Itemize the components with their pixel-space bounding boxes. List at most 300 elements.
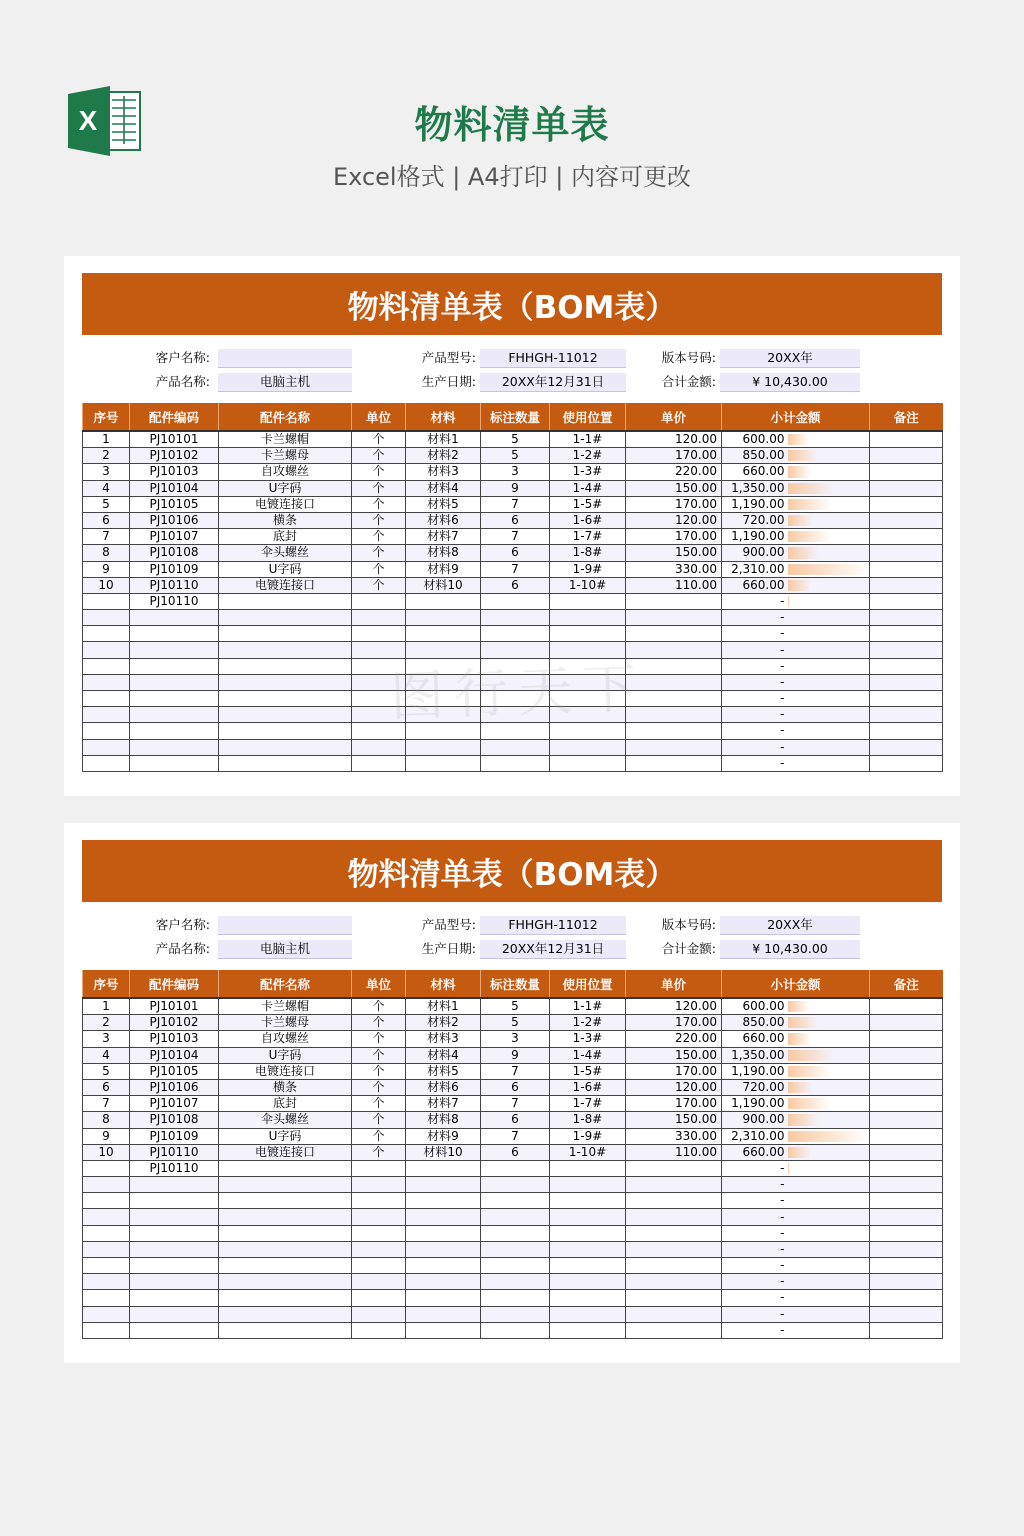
cell-price[interactable]: 330.00 [626,1128,722,1144]
cell-code[interactable]: PJ10104 [130,480,219,496]
cell-name[interactable] [219,674,352,690]
cell-code[interactable] [130,1241,219,1257]
cell-no[interactable]: 6 [83,1079,130,1095]
cell-price[interactable]: 220.00 [626,464,722,480]
cell-no[interactable]: 7 [83,529,130,545]
column-header[interactable]: 序号 [83,970,130,998]
cell-code[interactable] [130,674,219,690]
cell-name[interactable] [219,1306,352,1322]
cell-pos[interactable]: 1-8# [550,1112,626,1128]
cell-amount[interactable]: 720.00 [722,512,788,528]
cell-pos[interactable] [550,1241,626,1257]
cell-unit[interactable]: 个 [352,1063,406,1079]
column-header[interactable]: 材料 [406,403,481,431]
cell-no[interactable]: 1 [83,431,130,448]
cell-unit[interactable] [352,1160,406,1176]
cell-remark[interactable] [870,1193,943,1209]
cell-qty[interactable]: 9 [481,1047,550,1063]
column-header[interactable]: 标注数量 [481,970,550,998]
cell-remark[interactable] [870,1290,943,1306]
cell-code[interactable]: PJ10106 [130,512,219,528]
cell-code[interactable]: PJ10107 [130,529,219,545]
cell-material[interactable] [406,593,481,609]
cell-code[interactable] [130,755,219,771]
cell-name[interactable] [219,1258,352,1274]
cell-qty[interactable]: 5 [481,431,550,448]
cell-material[interactable] [406,1225,481,1241]
cell-price[interactable]: 120.00 [626,512,722,528]
cell-no[interactable]: 9 [83,561,130,577]
cell-remark[interactable] [870,755,943,771]
cell-remark[interactable] [870,496,943,512]
cell-material[interactable] [406,610,481,626]
cell-name[interactable] [219,1160,352,1176]
cell-amount[interactable]: 2,310.00 [722,1128,788,1144]
cell-unit[interactable] [352,1306,406,1322]
cell-remark[interactable] [870,545,943,561]
cell-remark[interactable] [870,1144,943,1160]
cell-price[interactable] [626,1160,722,1176]
cell-remark[interactable] [870,610,943,626]
cell-remark[interactable] [870,1241,943,1257]
cell-pos[interactable] [550,626,626,642]
cell-name[interactable]: 底封 [219,529,352,545]
column-header[interactable]: 小计金额 [722,403,870,431]
cell-no[interactable] [83,1225,130,1241]
cell-no[interactable]: 2 [83,1015,130,1031]
cell-no[interactable]: 6 [83,512,130,528]
cell-amount[interactable]: 660.00 [722,577,788,593]
cell-code[interactable]: PJ10105 [130,1063,219,1079]
cell-material[interactable] [406,1322,481,1338]
cell-pos[interactable]: 1-10# [550,577,626,593]
cell-no[interactable] [83,642,130,658]
cell-name[interactable]: 电镀连接口 [219,1144,352,1160]
cell-code[interactable] [130,1306,219,1322]
cell-material[interactable]: 材料5 [406,496,481,512]
cell-price[interactable]: 170.00 [626,1063,722,1079]
cell-pos[interactable] [550,1322,626,1338]
model-field[interactable]: FHHGH-11012 [480,349,626,368]
cell-no[interactable]: 7 [83,1096,130,1112]
cell-unit[interactable] [352,1241,406,1257]
cell-name[interactable] [219,658,352,674]
cell-no[interactable]: 10 [83,1144,130,1160]
date-field[interactable]: 20XX年12月31日 [480,373,626,392]
cell-remark[interactable] [870,529,943,545]
cell-remark[interactable] [870,642,943,658]
cell-name[interactable]: U字码 [219,561,352,577]
cell-code[interactable] [130,691,219,707]
cell-amount[interactable]: - [722,1258,788,1274]
column-header[interactable]: 配件名称 [219,970,352,998]
cell-remark[interactable] [870,577,943,593]
cell-qty[interactable]: 7 [481,1128,550,1144]
cell-no[interactable] [83,739,130,755]
cell-unit[interactable] [352,1177,406,1193]
cell-price[interactable]: 170.00 [626,496,722,512]
cell-unit[interactable]: 个 [352,480,406,496]
cell-price[interactable]: 120.00 [626,1079,722,1095]
cell-unit[interactable]: 个 [352,545,406,561]
cell-material[interactable]: 材料5 [406,1063,481,1079]
cell-pos[interactable]: 1-6# [550,1079,626,1095]
cell-price[interactable] [626,1274,722,1290]
cell-qty[interactable]: 9 [481,480,550,496]
cell-price[interactable]: 170.00 [626,529,722,545]
cell-qty[interactable] [481,755,550,771]
cell-qty[interactable] [481,1290,550,1306]
cell-pos[interactable]: 1-7# [550,1096,626,1112]
cell-amount[interactable]: - [722,1274,788,1290]
cell-no[interactable] [83,1209,130,1225]
cell-amount[interactable]: 2,310.00 [722,561,788,577]
cell-material[interactable]: 材料3 [406,1031,481,1047]
cell-name[interactable] [219,642,352,658]
cell-amount[interactable]: 1,350.00 [722,480,788,496]
cell-amount[interactable]: - [722,691,788,707]
cell-name[interactable] [219,1274,352,1290]
cell-unit[interactable]: 个 [352,1079,406,1095]
cell-amount[interactable]: 660.00 [722,1144,788,1160]
cell-name[interactable]: 卡兰螺帽 [219,431,352,448]
cell-amount[interactable]: 850.00 [722,1015,788,1031]
cell-no[interactable] [83,1258,130,1274]
cell-price[interactable] [626,1241,722,1257]
cell-amount[interactable]: - [722,1241,788,1257]
cell-code[interactable] [130,610,219,626]
cell-amount[interactable]: 1,350.00 [722,1047,788,1063]
cell-qty[interactable]: 5 [481,1015,550,1031]
cell-pos[interactable]: 1-5# [550,1063,626,1079]
column-header[interactable]: 单价 [626,403,722,431]
cell-remark[interactable] [870,707,943,723]
cell-code[interactable]: PJ10110 [130,1144,219,1160]
cell-no[interactable]: 2 [83,448,130,464]
cell-no[interactable]: 9 [83,1128,130,1144]
cell-code[interactable]: PJ10103 [130,464,219,480]
column-header[interactable]: 使用位置 [550,970,626,998]
cell-unit[interactable] [352,1290,406,1306]
cell-remark[interactable] [870,1160,943,1176]
cell-unit[interactable] [352,1209,406,1225]
cell-amount[interactable]: - [722,739,788,755]
cell-material[interactable] [406,1306,481,1322]
cell-pos[interactable] [550,593,626,609]
cell-amount[interactable]: - [722,1177,788,1193]
model-field[interactable]: FHHGH-11012 [480,916,626,935]
cell-unit[interactable]: 个 [352,464,406,480]
cell-name[interactable]: U字码 [219,1128,352,1144]
cell-amount[interactable]: - [722,707,788,723]
cell-price[interactable]: 150.00 [626,1112,722,1128]
cell-qty[interactable]: 5 [481,448,550,464]
column-header[interactable]: 备注 [870,403,943,431]
cell-remark[interactable] [870,723,943,739]
cell-name[interactable] [219,1225,352,1241]
cell-code[interactable]: PJ10110 [130,593,219,609]
column-header[interactable]: 使用位置 [550,403,626,431]
cell-price[interactable]: 150.00 [626,480,722,496]
cell-qty[interactable]: 7 [481,561,550,577]
cell-amount[interactable]: 1,190.00 [722,496,788,512]
product-field[interactable]: 电脑主机 [218,373,352,392]
cell-remark[interactable] [870,1112,943,1128]
cell-no[interactable]: 8 [83,1112,130,1128]
cell-qty[interactable] [481,626,550,642]
cell-qty[interactable] [481,1241,550,1257]
cell-unit[interactable]: 个 [352,431,406,448]
cell-pos[interactable]: 1-3# [550,464,626,480]
cell-code[interactable]: PJ10110 [130,1160,219,1176]
cell-qty[interactable]: 7 [481,1063,550,1079]
cell-remark[interactable] [870,1258,943,1274]
cell-amount[interactable]: - [722,755,788,771]
cell-pos[interactable] [550,1306,626,1322]
cell-no[interactable]: 4 [83,1047,130,1063]
cell-material[interactable]: 材料10 [406,1144,481,1160]
cell-name[interactable]: 电镀连接口 [219,577,352,593]
cell-name[interactable]: 卡兰螺帽 [219,998,352,1015]
cell-material[interactable]: 材料9 [406,1128,481,1144]
cell-material[interactable] [406,1258,481,1274]
cell-no[interactable] [83,691,130,707]
cell-price[interactable] [626,755,722,771]
cell-code[interactable]: PJ10108 [130,1112,219,1128]
cell-material[interactable]: 材料2 [406,1015,481,1031]
column-header[interactable]: 单价 [626,970,722,998]
cell-amount[interactable]: - [722,626,788,642]
cell-remark[interactable] [870,1322,943,1338]
cell-name[interactable] [219,1209,352,1225]
cell-name[interactable]: 横条 [219,1079,352,1095]
cell-remark[interactable] [870,593,943,609]
cell-code[interactable] [130,1225,219,1241]
column-header[interactable]: 材料 [406,970,481,998]
cell-unit[interactable]: 个 [352,1128,406,1144]
cell-name[interactable]: 底封 [219,1096,352,1112]
cell-code[interactable] [130,1274,219,1290]
cell-code[interactable]: PJ10110 [130,577,219,593]
cell-code[interactable]: PJ10102 [130,1015,219,1031]
cell-material[interactable]: 材料9 [406,561,481,577]
cell-unit[interactable]: 个 [352,529,406,545]
cell-price[interactable] [626,593,722,609]
cell-price[interactable] [626,1225,722,1241]
cell-unit[interactable]: 个 [352,512,406,528]
cell-price[interactable]: 110.00 [626,1144,722,1160]
cell-qty[interactable] [481,593,550,609]
cell-price[interactable] [626,610,722,626]
cell-remark[interactable] [870,1015,943,1031]
cell-price[interactable] [626,1258,722,1274]
cell-remark[interactable] [870,464,943,480]
cell-code[interactable] [130,642,219,658]
cell-pos[interactable]: 1-7# [550,529,626,545]
cell-code[interactable] [130,1177,219,1193]
cell-material[interactable] [406,1177,481,1193]
cell-remark[interactable] [870,431,943,448]
cell-price[interactable] [626,723,722,739]
cell-pos[interactable]: 1-2# [550,1015,626,1031]
cell-price[interactable]: 170.00 [626,448,722,464]
cell-no[interactable] [83,610,130,626]
cell-remark[interactable] [870,512,943,528]
cell-name[interactable]: 横条 [219,512,352,528]
cell-remark[interactable] [870,1209,943,1225]
column-header[interactable]: 标注数量 [481,403,550,431]
cell-qty[interactable]: 6 [481,1112,550,1128]
cell-price[interactable]: 330.00 [626,561,722,577]
cell-pos[interactable] [550,610,626,626]
cell-no[interactable]: 10 [83,577,130,593]
cell-code[interactable]: PJ10107 [130,1096,219,1112]
cell-code[interactable] [130,1290,219,1306]
cell-code[interactable] [130,658,219,674]
cell-code[interactable]: PJ10109 [130,561,219,577]
cell-price[interactable] [626,1209,722,1225]
cell-pos[interactable]: 1-8# [550,545,626,561]
cell-amount[interactable]: - [722,723,788,739]
cell-unit[interactable]: 个 [352,577,406,593]
cell-unit[interactable]: 个 [352,1096,406,1112]
cell-amount[interactable]: 660.00 [722,1031,788,1047]
cell-no[interactable] [83,1241,130,1257]
cell-material[interactable] [406,739,481,755]
cell-price[interactable] [626,1322,722,1338]
cell-code[interactable]: PJ10101 [130,431,219,448]
cell-remark[interactable] [870,691,943,707]
cell-pos[interactable] [550,755,626,771]
cell-code[interactable] [130,739,219,755]
cell-remark[interactable] [870,674,943,690]
cell-pos[interactable]: 1-6# [550,512,626,528]
cell-unit[interactable] [352,593,406,609]
cell-name[interactable]: 电镀连接口 [219,496,352,512]
cell-remark[interactable] [870,448,943,464]
cell-price[interactable]: 120.00 [626,431,722,448]
cell-material[interactable] [406,626,481,642]
cell-remark[interactable] [870,739,943,755]
cell-unit[interactable]: 个 [352,1047,406,1063]
cell-unit[interactable] [352,626,406,642]
cell-no[interactable]: 1 [83,998,130,1015]
cell-remark[interactable] [870,1177,943,1193]
cell-amount[interactable]: - [722,1225,788,1241]
cell-qty[interactable] [481,610,550,626]
cell-name[interactable]: 伞头螺丝 [219,545,352,561]
cell-pos[interactable] [550,1274,626,1290]
cell-name[interactable] [219,1241,352,1257]
cell-price[interactable] [626,1193,722,1209]
cell-material[interactable]: 材料8 [406,545,481,561]
cell-amount[interactable]: - [722,674,788,690]
cell-no[interactable] [83,1306,130,1322]
cell-unit[interactable]: 个 [352,496,406,512]
cell-no[interactable] [83,1177,130,1193]
cell-pos[interactable]: 1-4# [550,1047,626,1063]
cell-unit[interactable]: 个 [352,998,406,1015]
cell-no[interactable]: 8 [83,545,130,561]
cell-pos[interactable] [550,739,626,755]
cell-no[interactable] [83,755,130,771]
cell-name[interactable]: 电镀连接口 [219,1063,352,1079]
cell-amount[interactable]: 1,190.00 [722,529,788,545]
cell-price[interactable] [626,1177,722,1193]
total-field[interactable]: ¥ 10,430.00 [720,373,860,392]
cell-name[interactable]: U字码 [219,1047,352,1063]
cell-remark[interactable] [870,1031,943,1047]
cell-no[interactable] [83,1274,130,1290]
cell-unit[interactable]: 个 [352,448,406,464]
cell-price[interactable]: 150.00 [626,1047,722,1063]
cell-no[interactable]: 5 [83,496,130,512]
cell-material[interactable] [406,1274,481,1290]
cell-price[interactable] [626,739,722,755]
cell-amount[interactable]: - [722,1290,788,1306]
cell-remark[interactable] [870,1047,943,1063]
cell-material[interactable]: 材料8 [406,1112,481,1128]
cell-unit[interactable] [352,610,406,626]
cell-no[interactable] [83,1322,130,1338]
cell-code[interactable]: PJ10105 [130,496,219,512]
cell-no[interactable] [83,1160,130,1176]
cell-pos[interactable]: 1-1# [550,431,626,448]
cell-amount[interactable]: - [722,1322,788,1338]
cell-code[interactable]: PJ10106 [130,1079,219,1095]
cell-amount[interactable]: 600.00 [722,431,788,448]
cell-amount[interactable]: - [722,658,788,674]
cell-no[interactable] [83,674,130,690]
cell-no[interactable] [83,626,130,642]
cell-qty[interactable]: 6 [481,577,550,593]
cell-code[interactable]: PJ10109 [130,1128,219,1144]
cell-code[interactable] [130,707,219,723]
cell-unit[interactable]: 个 [352,1112,406,1128]
cell-code[interactable]: PJ10101 [130,998,219,1015]
cell-name[interactable] [219,1322,352,1338]
cell-qty[interactable]: 6 [481,1144,550,1160]
cell-material[interactable]: 材料4 [406,1047,481,1063]
cell-amount[interactable]: 900.00 [722,545,788,561]
cell-unit[interactable] [352,739,406,755]
cell-pos[interactable] [550,1177,626,1193]
cell-price[interactable]: 110.00 [626,577,722,593]
cell-amount[interactable]: - [722,1306,788,1322]
cell-price[interactable]: 120.00 [626,998,722,1015]
cell-amount[interactable]: 1,190.00 [722,1063,788,1079]
cell-pos[interactable]: 1-9# [550,1128,626,1144]
cell-unit[interactable] [352,1258,406,1274]
customer-field[interactable] [218,349,352,368]
cell-amount[interactable]: - [722,1209,788,1225]
cell-pos[interactable]: 1-3# [550,1031,626,1047]
cell-code[interactable] [130,1193,219,1209]
cell-name[interactable]: 卡兰螺母 [219,1015,352,1031]
cell-name[interactable] [219,593,352,609]
cell-amount[interactable]: - [722,1193,788,1209]
cell-no[interactable] [83,1290,130,1306]
cell-unit[interactable]: 个 [352,561,406,577]
cell-name[interactable] [219,1290,352,1306]
cell-qty[interactable] [481,1193,550,1209]
cell-pos[interactable] [550,1225,626,1241]
cell-name[interactable] [219,707,352,723]
cell-pos[interactable]: 1-2# [550,448,626,464]
cell-no[interactable] [83,723,130,739]
cell-amount[interactable]: 600.00 [722,998,788,1015]
cell-unit[interactable] [352,1225,406,1241]
